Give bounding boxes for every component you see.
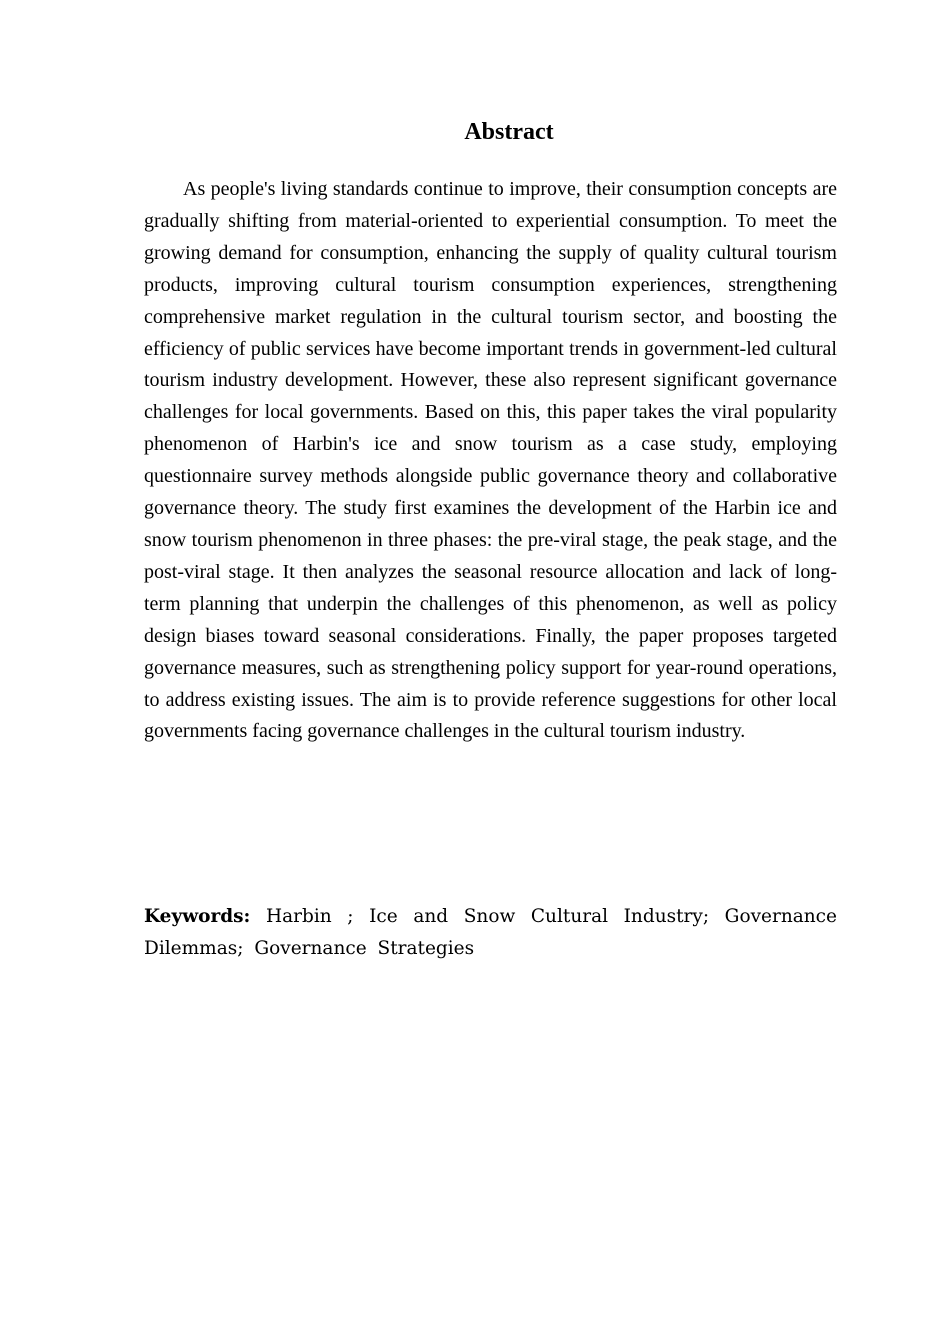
keywords-label: Keywords: <box>144 906 251 927</box>
abstract-title: Abstract <box>464 119 554 145</box>
keywords-text: Harbin ; Ice and Snow Cultural Industry; Governance Dilemmas; Governance Strategies <box>144 906 837 959</box>
abstract-body: As people's living standards continue to improve, their consumption concepts are gradually shifting from material-oriented to experiential consumption. To meet the growing demand for consumption, enhancing the supply of quality cultural tourism products, improving cultural tourism consumption experiences, strengthening comprehensive market regulation in the cultural tourism sector, and boosting the efficiency of public services have become important trends in government-led cultural tourism industry development. However, these also represent significant governance challenges for local governments. Based on this, this paper takes the viral popularity phenomenon of Harbin's ice and snow tourism as a case study, employing questionnaire survey methods alongside public governance theory and collaborative governance theory. The study first examines the development of the Harbin ice and snow tourism phenomenon in three phases: the pre-viral stage, the peak stage, and the post-viral stage. It then analyzes the seasonal resource allocation and lack of long-term planning that underpin the challenges of this phenomenon, as well as policy design biases toward seasonal considerations. Finally, the paper proposes targeted governance measures, such as strengthening policy support for year-round operations, to address existing issues. The aim is to provide reference suggestions for other local governments facing governance challenges in the cultural tourism industry. <box>144 178 837 743</box>
keywords-paragraph <box>144 901 837 965</box>
